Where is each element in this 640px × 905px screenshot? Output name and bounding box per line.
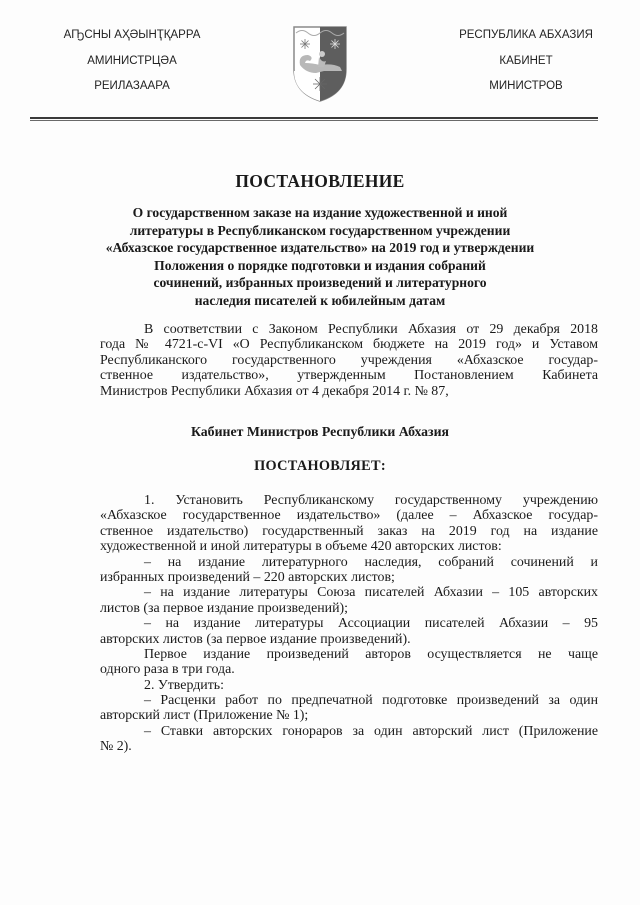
body-line: 1. Установить Республиканскому государственному учреждению	[144, 493, 598, 508]
body-line: – на издание литературного наследия, собраний сочинений и	[144, 554, 598, 570]
body-line: – Ставки авторских гонораров за один авторский лист (Приложение	[144, 723, 598, 739]
body-line: ственное издательство) государственный заказ на 2019 год на издание	[100, 523, 598, 539]
body-line: художественной и иной литературы в объеме 420 авторских листов:	[100, 539, 502, 555]
document-subject	[90, 204, 550, 310]
body-line: – Расценки работ по предпечатной подготовке произведений за один	[144, 693, 598, 709]
body-line: – на издание литературы Союза писателей Абхазии – 105 авторских	[144, 585, 598, 601]
header-divider-thin	[30, 120, 598, 121]
header-abkhaz-block	[32, 28, 232, 105]
coat-of-arms-icon	[292, 25, 348, 103]
preamble-line: В соответствии с Законом Республики Абхазия от 29 декабря 2018	[144, 322, 598, 337]
header-right-line: РЕСПУБЛИКА АБХАЗИЯ	[459, 29, 593, 41]
header-left-line: АМИНИСТРЦӘА	[87, 54, 177, 67]
preamble-line: года № 4721-с-VI «О Республиканском бюджете на 2019 год» и Уставом	[100, 337, 598, 353]
header-left-line: АҦСНЫ АҲӘЫНҬҚАРРА	[63, 29, 201, 41]
body-line: листов (за первое издание произведений);	[100, 600, 349, 616]
subject-line: сочинений, избранных произведений и литературного	[153, 275, 487, 291]
subject-line: литературы в Республиканском государственном учреждении	[129, 222, 511, 238]
header-right-line: КАБИНЕТ	[499, 54, 553, 67]
subject-line: Положения о порядке подготовки и издания собраний	[154, 257, 486, 273]
body-line: Первое издание произведений авторов осуществляется не чаще	[144, 646, 598, 662]
issuer-heading: Кабинет Министров Республики Абхазия	[190, 424, 450, 439]
body-line: «Абхазское государственное издательство» (далее – Абхазское государ-	[100, 508, 598, 524]
resolves-heading: ПОСТАНОВЛЯЕТ:	[254, 458, 386, 474]
subject-line: О государственном заказе на издание художественной и иной	[132, 205, 508, 220]
document-title: ПОСТАНОВЛЕНИЕ	[235, 171, 405, 191]
preamble-paragraph	[100, 322, 598, 399]
header-divider	[30, 117, 598, 119]
header-left-line: РЕИЛАЗААРА	[94, 80, 170, 92]
body-line: избранных произведений – 220 авторских листов;	[100, 569, 395, 585]
body-line: № 2).	[100, 739, 132, 755]
body-line: – на издание литературы Ассоциации писателей Абхазии – 95	[144, 616, 598, 632]
preamble-line: Республиканского государственного учреждения «Абхазское государ-	[100, 352, 598, 368]
preamble-line: ственное издательство», утвержденным Постановлением Кабинета	[100, 368, 598, 384]
header-russian-block	[426, 28, 626, 105]
subject-line: «Абхазское государственное издательство» на 2019 год и утверждении	[105, 240, 535, 256]
subject-line: наследия писателей к юбилейным датам	[194, 292, 446, 308]
body-line: авторских листов (за первое издание произведений).	[100, 631, 411, 647]
body-line: одного раза в три года.	[100, 662, 235, 678]
resolution-body	[100, 493, 598, 755]
header-right-line: МИНИСТРОВ	[489, 80, 563, 92]
body-line: 2. Утвердить:	[144, 677, 224, 693]
preamble-line: Министров Республики Абхазия от 4 декабря 2014 г. № 87,	[100, 383, 449, 399]
body-line: авторский лист (Приложение № 1);	[100, 708, 309, 724]
